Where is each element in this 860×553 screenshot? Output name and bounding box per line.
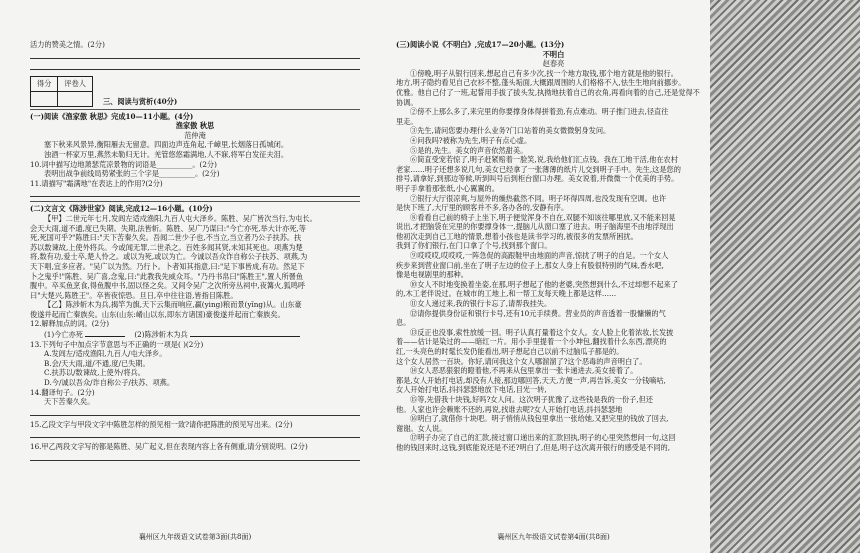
grader-cell <box>58 91 93 106</box>
question-14: 14.翻译句子。(2分) <box>30 387 95 397</box>
divider <box>30 201 360 202</box>
part2-heading: (二)文言文《陈涉世家》阅读,完成12—16小题。(10分) <box>30 204 213 214</box>
story-line: 红,一头亮色的时髦长发仍能看出,明子想起自己以前不过脑瓜子都是的。 <box>396 347 624 356</box>
story-line: 排号,请拿好,到那边等候,听到叫号后到柜台窗口办理。美女说着,并微微一个优美的手势。 <box>396 174 679 184</box>
poem-title: 渔家傲 秋思 <box>175 121 215 131</box>
story-line: 这个女人居然一百块。你好,请问我这个女人哪溜溜了?这个恶毒的声音明白了。 <box>396 356 647 366</box>
passage-line: 腹中。卒买鱼烹食,得鱼腹中书,固以怪之矣。又间令吴广之次所旁丛祠中,夜篝火,狐鸣呼 <box>30 281 306 291</box>
score-cell <box>31 91 58 106</box>
score-label: 得分 <box>31 76 58 91</box>
answer-line <box>30 63 360 70</box>
story-line: 像是电视剧里的那种。 <box>396 270 468 280</box>
question-16: 16.甲乙两段文字写的都是陈胜、吴广起义,但在表现内容上各有侧重,请分别说明。(2分) <box>30 442 308 452</box>
passage-line: 卜之鬼乎!"陈胜、吴广喜,念鬼,曰:"此教我先威众耳。"乃丹书帛曰"陈胜王",置人所罾鱼 <box>30 271 304 281</box>
passage-line: 天下唱,宜多应者。"吴广以为然。乃行卜。卜者知其指意,曰:"足下事皆成,有功。然足下 <box>30 261 305 271</box>
poem-line: 塞下秋来风景异,衡阳雁去无留意。四面边声连角起,千嶂里,长烟落日孤城闭。 <box>44 140 289 150</box>
story-line: ⑭女人恶恶狠狠的瞪着他,不再来从包里拿出一张卡递进去,美女接着了。 <box>410 366 638 376</box>
story-line: 他的钱回来时,这钱,到底能说还是不还?明白了,但是,明子这次离开银行的感受是不同的, <box>396 442 671 452</box>
story-line: ⑥简直受宠若惊了,明子赶紧赔着一脸笑,说,我给他们汇点钱。我在工地干活,他在农村 <box>410 155 678 165</box>
story-line: ⑦银行大厅很凉爽,与屋外的燥热截然不同。明子坏得四周,也没发现有空调。也许 <box>410 193 667 203</box>
story-line: 里走。 <box>396 116 418 126</box>
answer-tail: 活力的赞美之情。(2分) <box>30 40 105 49</box>
story-line: ②傍不上那么多了,来完里的你要撑身体得拼着劲,有点难动。明子推门进去,径直往 <box>410 107 669 117</box>
passage-line: 【乙】陈涉斩木为兵,揭竿为旗,天下云集而响应,赢(ying)粮而景(yǐng)从。山东豪 <box>44 300 302 310</box>
score-table <box>30 76 93 107</box>
story-line: 我到了你们银行,在门口拿了个号,找到那个窗口。 <box>396 241 552 251</box>
option-c: C.扶苏以/数谏故,上使外/将兵。 <box>44 368 145 378</box>
part3-heading: (三)阅读小说《不明白》,完成17—20小题。(13分) <box>396 40 565 49</box>
story-line: 的,木工老伴说过。在城市的工地上,和一帮工友每天晚上都是这样…… <box>396 289 617 299</box>
story-line: 谢谢。女人说。 <box>396 423 447 433</box>
passage-line: 苏以数谏故,上使外将兵。今或闻无罪,二世杀之。百姓多闻其贤,未知其死也。项燕为楚 <box>30 242 303 252</box>
question-15: 15.乙段文字与甲段文字中陈胜怎样的预见相一致?请你把陈胜的预见写出来。(2分) <box>30 419 293 429</box>
story-line: 疾步来到营业窗口前,坐在了明子左边的位子上,那女人身上有股很特别的气味,香水吧, <box>396 260 664 270</box>
page-3 <box>30 0 360 553</box>
story-line: ④问我吗?被称为先生,明子有点心虚。 <box>410 135 532 145</box>
story-line: ⑰明子办完了自己的汇款,接过窗口递出来的汇款回执,明子的心里突然想问一句,这回 <box>410 433 676 443</box>
passage-line: 【甲】二世元年七月,发闾左适戍渔阳,九百人屯大泽乡。陈胜、吴广皆次当行,为屯长。 <box>44 213 317 223</box>
story-line: 着——估计是染过的——暗红一片。用小手里提着一个小坤包,翻找着什么东西,漂亮的 <box>396 337 667 347</box>
story-line: 地方,明子隐约看见自己衣衫不整,蓬头垢面,大概跟周围的人们格格不入,怯生生地向前挪步。 <box>396 78 686 88</box>
question-12-items <box>30 329 360 340</box>
story-author: 赵春亮 <box>542 59 565 69</box>
option-b: B.会/天大雨,道/不通,度/已失期。 <box>44 358 150 368</box>
question-10: 10.词中描写边地萧瑟荒凉景物的词语是__________。(2分) <box>30 159 217 169</box>
answer-line <box>30 431 360 438</box>
story-line: 老家……明子还想多说几句,美女已经拿了一张薄薄的纸片儿交到明子手中。先生,这是您的 <box>396 164 681 174</box>
passage-line: 俊遂并起而亡秦族矣。山东(山东:崤山以东,即东方诸国)豪俊遂并起而亡秦族矣。 <box>30 309 285 319</box>
page-footer: 襄州区九年级语文试卷第3面(共8面) <box>138 533 252 542</box>
question-12: 12.解释加点的词。(2分) <box>30 319 110 329</box>
story-line: 明子手拿着那张纸,小心翼翼的。 <box>396 183 499 193</box>
story-line: 他初次走到自己工地的情景,想着小孩也是读书学习的,被很多的发票所困扰。 <box>396 231 638 241</box>
passage-line: 会天大雨,道不通,度已失期。失期,法皆斩。陈胜、吴广乃谋曰:"今亡亦死,举大计亦死,等 <box>30 223 306 233</box>
answer-line <box>30 190 360 197</box>
answer-line <box>30 52 360 59</box>
blank <box>85 329 125 337</box>
score-row <box>30 76 360 107</box>
answer-line <box>30 409 360 416</box>
q14-sentence: 天下苦秦久矣。 <box>44 397 95 407</box>
question-11: 11.请描写"霜满地"在表达上的作用?(2分) <box>30 178 163 188</box>
passage-line: 曰"大楚兴,陈胜王"。卒皆夜惊恐。旦日,卒中往往语,皆指目陈胜。 <box>30 290 238 300</box>
option-d: D.今/诚以吾众/诈自称公子/扶苏、项燕。 <box>44 378 175 388</box>
section-heading: 三、阅读与赏析(40分) <box>102 97 178 106</box>
blank <box>190 329 300 337</box>
page-4 <box>396 0 711 553</box>
story-line: 女人开始打电话,抖抖瑟瑟地放下电话,目光一转, <box>396 385 547 395</box>
story-line: ⑬反正也没事,索性放缓一回。明子认真打量着这个女人。女人脸上化着浓妆,长发披 <box>410 327 674 337</box>
story-line: 协调。 <box>396 97 418 107</box>
grader-label: 评卷人 <box>58 76 93 91</box>
part1-heading: (一)阅读《渔家傲 秋思》完成10—11小题。(4分) <box>30 111 194 121</box>
story-line: 他。人家也许会赖账不还的,再说,找谁去呢?女人开始打电话,抖抖瑟瑟地 <box>396 404 623 414</box>
passage-line: 将,数有功,爱士卒,楚人怜之。或以为死,或以为亡。今诚以吾众诈自称公子扶苏、项燕,为 <box>30 252 308 262</box>
story-line: ⑤是的,先生。美女的声音依然甜美。 <box>410 145 528 155</box>
story-line: 都是,女人开始打电话,却没有人接,那边哪回答,天天,方便一声,再告诉,美女一分钱嘀咕, <box>396 375 666 385</box>
q12-item-2: (2)陈涉斩木为兵 <box>134 330 188 340</box>
option-a: A.发闾左/适戍渔阳,九百人/屯大泽乡。 <box>44 349 167 359</box>
story-line: ⑪女人递过来,我的银行卡忘了,请帮我挂失。 <box>410 299 552 309</box>
q12-item-1: (1)今亡亦死 <box>44 330 83 340</box>
story-line: ⑩女人不时地变换着坐姿,在那,明子想起了他的老婆,突然想到什么,不过却想不起来了 <box>410 279 678 289</box>
story-line: ⑧看看自己前的椅子上坐下,明子便觉浑身不自在,双腿不知该往哪里放,又不能来回晃 <box>410 212 676 222</box>
question-10b: 表明出战争前线局势紧张的三个字是__________。(2分) <box>44 169 220 179</box>
story-line: ⑯明白了,就借你十块吧。明子悄悄从钱包里拿出一张给她,又把完里的钱放了回去, <box>410 414 669 424</box>
story-line: 优雅。他自己付了一班,起誓用手拔了拔头发,执拗地扶着自己的衣角,再看向着的自己,还是觉得不 <box>396 87 700 97</box>
paper-edge <box>710 0 860 553</box>
story-line: ③先生,请问您要办理什么业务?门口站着的美女微微躬身发问。 <box>410 126 611 136</box>
poem-author: 范仲淹 <box>184 130 206 140</box>
story-line: ⑫请你提供身份证和银行卡号,还有10元手续费。营业员的声音透着一股慵懒的气 <box>410 308 666 318</box>
story-title: 不明白 <box>542 49 565 59</box>
story-line: 息。 <box>396 318 411 328</box>
story-line: ⑮等,先借我十块钱,好吗?女人问。这次明子犹豫了,这些钱是我的一份子,但还 <box>410 394 653 404</box>
passage-line: 死,死国可乎?"陈胜曰:"天下苦秦久矣。吾闻二世少子也,不当立,当立者乃公子扶苏。扶 <box>30 233 302 243</box>
divider <box>30 109 360 110</box>
story-line: ⑨哎哎哎,哎哎哎,一阵急促的高跟鞋甲由地面的声音,惊扰了明子的自足。一个女人 <box>410 251 669 261</box>
story-line: ①傍晚,明子从银行回来,想起自己有多少次,找一个地方取钱,那个地方就是他的银行。 <box>410 68 678 78</box>
story-line: 说出,才把脑袋在完里的你要撑身体一,提脑儿从窗口塞了进去。明子脑海里不由地浮现出 <box>396 222 674 232</box>
page-footer: 襄州区九年级语文试卷第4面(共8面) <box>497 533 610 542</box>
question-13: 13.下列句子中加点字节意思与不正确的一项是( )(2分) <box>30 339 204 349</box>
story-line: 是快下班了,大厅里的顾客并不多,各办各的,安静有序。 <box>396 203 569 213</box>
answer-line <box>30 454 360 461</box>
poem-line: 浊酒一杯家万里,燕然未勒归无计。羌管悠悠霜满地,人不寐,将军白发征夫泪。 <box>44 149 289 159</box>
